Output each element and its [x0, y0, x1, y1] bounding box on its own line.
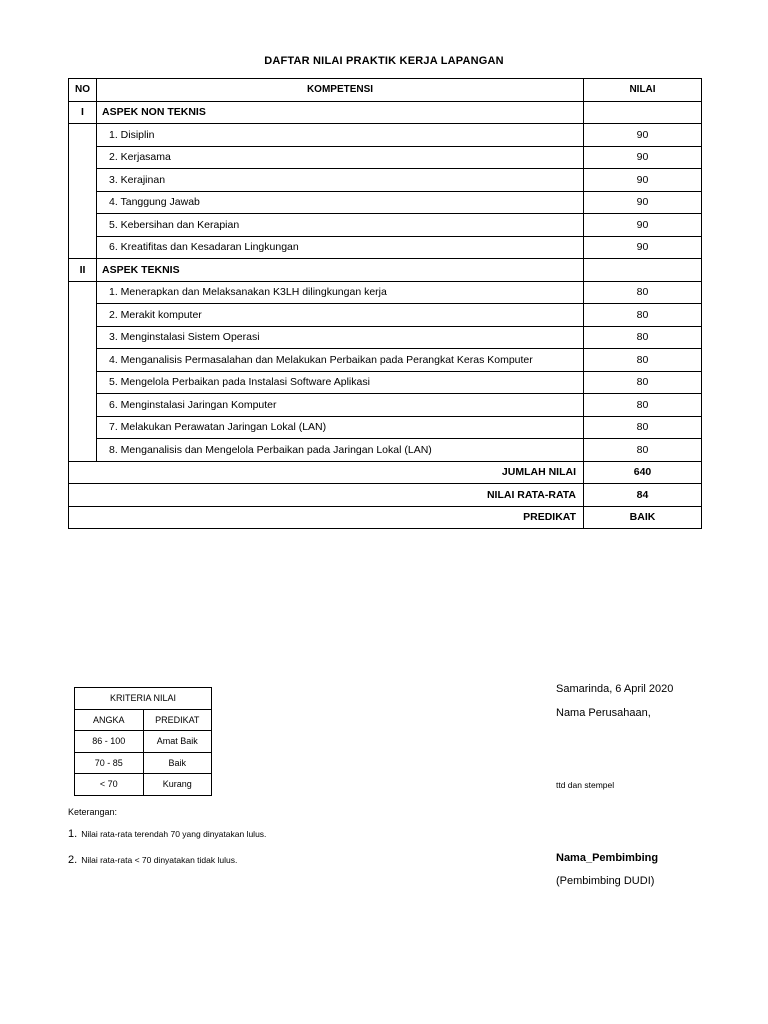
- competency-value: 90: [584, 146, 702, 169]
- section-number: I: [69, 101, 97, 124]
- note-item: [68, 828, 266, 840]
- competency-value: 90: [584, 214, 702, 237]
- empty-number-cell: [69, 124, 97, 259]
- note-item: [68, 854, 237, 866]
- competency-label: 2. Merakit komputer: [97, 304, 584, 327]
- section-row: [69, 259, 702, 282]
- competency-label: 4. Tanggung Jawab: [97, 191, 584, 214]
- total-row: [69, 461, 702, 484]
- criteria-predikat: Kurang: [143, 774, 212, 796]
- competency-label: 3. Menginstalasi Sistem Operasi: [97, 326, 584, 349]
- competency-value: 80: [584, 394, 702, 417]
- table-row: [69, 371, 702, 394]
- signature-name: Nama_Pembimbing: [556, 852, 659, 864]
- competency-label: 2. Kerjasama: [97, 146, 584, 169]
- header-no: NO: [69, 79, 97, 102]
- table-row: [69, 191, 702, 214]
- table-row: [69, 439, 702, 462]
- competency-label: 1. Disiplin: [97, 124, 584, 147]
- competency-value: 90: [584, 169, 702, 192]
- criteria-header-angka: ANGKA: [75, 709, 144, 731]
- criteria-header-row: [75, 709, 212, 731]
- note-text: Nilai rata-rata terendah 70 yang dinyatakan lulus.: [81, 829, 267, 839]
- criteria-table: [74, 687, 212, 796]
- competency-value: 80: [584, 326, 702, 349]
- signature-role: (Pembimbing DUDI): [556, 875, 655, 887]
- criteria-angka: < 70: [75, 774, 144, 796]
- competency-label: 4. Menganalisis Permasalahan dan Melakukan Perbaikan pada Perangkat Keras Komputer: [97, 349, 584, 372]
- competency-value: 80: [584, 281, 702, 304]
- competency-value: 80: [584, 349, 702, 372]
- table-row: [69, 394, 702, 417]
- table-row: [69, 304, 702, 327]
- total-label: JUMLAH NILAI: [69, 461, 584, 484]
- criteria-title-row: [75, 688, 212, 710]
- competency-value: 80: [584, 439, 702, 462]
- note-number: 1.: [68, 828, 78, 840]
- criteria-predikat: Amat Baik: [143, 731, 212, 753]
- average-label: NILAI RATA-RATA: [69, 484, 584, 507]
- competency-label: 1. Menerapkan dan Melaksanakan K3LH dilingkungan kerja: [97, 281, 584, 304]
- signature-company: Nama Perusahaan,: [556, 707, 651, 719]
- table-row: [69, 416, 702, 439]
- table-row: [69, 326, 702, 349]
- criteria-title: KRITERIA NILAI: [75, 688, 212, 710]
- predicate-row: [69, 506, 702, 529]
- predicate-label: PREDIKAT: [69, 506, 584, 529]
- criteria-angka: 86 - 100: [75, 731, 144, 753]
- section-value-empty: [584, 259, 702, 282]
- table-row: [69, 124, 702, 147]
- table-header-row: [69, 79, 702, 102]
- competency-label: 6. Menginstalasi Jaringan Komputer: [97, 394, 584, 417]
- competency-value: 80: [584, 416, 702, 439]
- criteria-row: [75, 752, 212, 774]
- table-row: [69, 146, 702, 169]
- note-text: Nilai rata-rata < 70 dinyatakan tidak lulus.: [81, 855, 238, 865]
- competency-label: 5. Kebersihan dan Kerapian: [97, 214, 584, 237]
- table-row: [69, 349, 702, 372]
- header-nilai: NILAI: [584, 79, 702, 102]
- section-row: [69, 101, 702, 124]
- criteria-angka: 70 - 85: [75, 752, 144, 774]
- total-value: 640: [584, 461, 702, 484]
- section-value-empty: [584, 101, 702, 124]
- section-title: ASPEK TEKNIS: [97, 259, 584, 282]
- criteria-row: [75, 731, 212, 753]
- competency-label: 6. Kreatifitas dan Kesadaran Lingkungan: [97, 236, 584, 259]
- average-value: 84: [584, 484, 702, 507]
- competency-value: 90: [584, 236, 702, 259]
- competency-value: 90: [584, 191, 702, 214]
- table-row: [69, 214, 702, 237]
- header-kompetensi: KOMPETENSI: [97, 79, 584, 102]
- document-title: DAFTAR NILAI PRAKTIK KERJA LAPANGAN: [264, 55, 504, 67]
- competency-value: 80: [584, 304, 702, 327]
- competency-label: 3. Kerajinan: [97, 169, 584, 192]
- criteria-predikat: Baik: [143, 752, 212, 774]
- section-number: II: [69, 259, 97, 282]
- table-row: [69, 169, 702, 192]
- average-row: [69, 484, 702, 507]
- signature-date: Samarinda, 6 April 2020: [556, 683, 674, 695]
- criteria-row: [75, 774, 212, 796]
- competency-value: 80: [584, 371, 702, 394]
- predicate-value: BAIK: [584, 506, 702, 529]
- grades-table: [68, 78, 702, 529]
- table-row: [69, 236, 702, 259]
- competency-label: 5. Mengelola Perbaikan pada Instalasi Software Aplikasi: [97, 371, 584, 394]
- competency-value: 90: [584, 124, 702, 147]
- empty-number-cell: [69, 281, 97, 461]
- section-title: ASPEK NON TEKNIS: [97, 101, 584, 124]
- note-number: 2.: [68, 854, 78, 866]
- criteria-header-predikat: PREDIKAT: [143, 709, 212, 731]
- competency-label: 8. Menganalisis dan Mengelola Perbaikan pada Jaringan Lokal (LAN): [97, 439, 584, 462]
- competency-label: 7. Melakukan Perawatan Jaringan Lokal (LAN): [97, 416, 584, 439]
- table-row: [69, 281, 702, 304]
- notes-label: Keterangan:: [68, 807, 118, 817]
- signature-stamp-note: ttd dan stempel: [556, 780, 615, 790]
